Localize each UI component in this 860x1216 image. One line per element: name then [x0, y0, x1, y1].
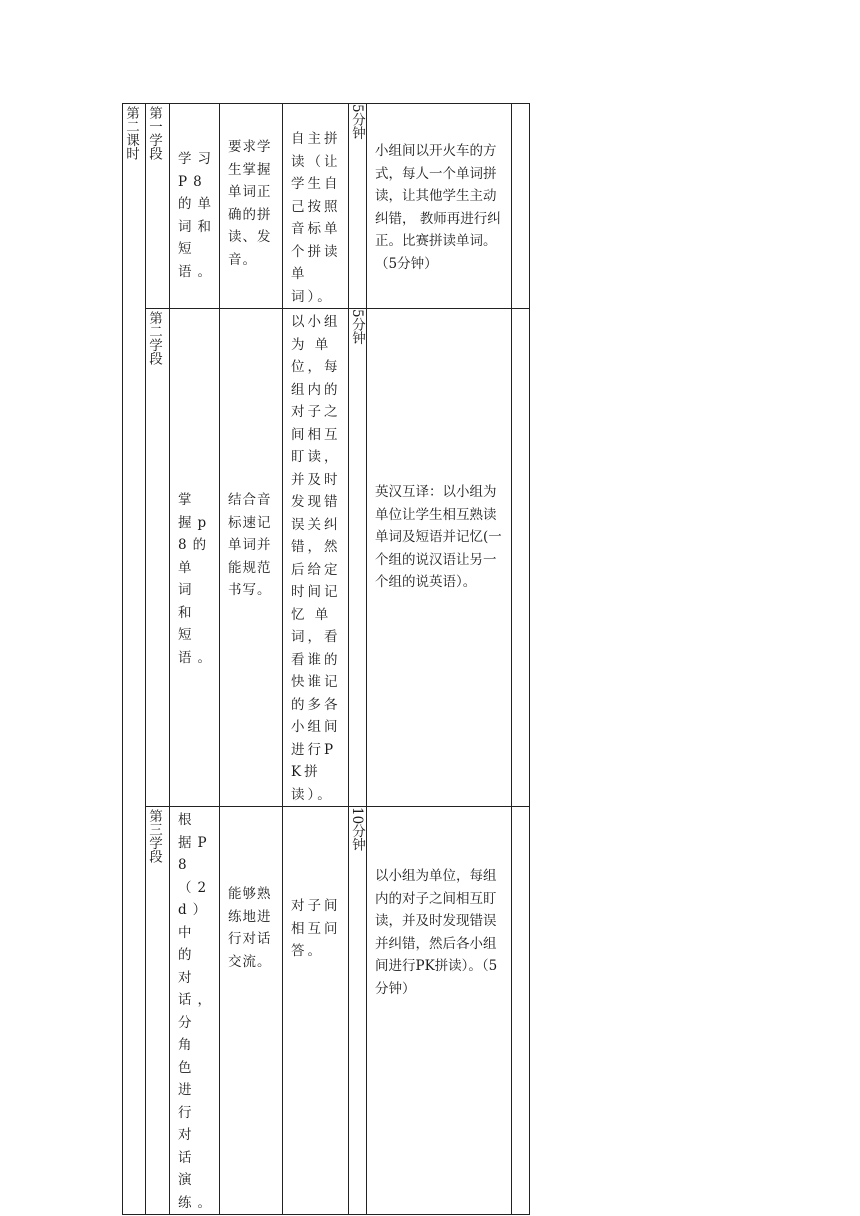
activity-cell — [367, 104, 512, 309]
content-cell — [170, 807, 220, 1215]
content-text: 掌握p8的单词和短语。 — [178, 492, 217, 666]
method-cell — [283, 104, 349, 309]
time-cell — [349, 309, 367, 807]
lesson-plan-table — [122, 103, 530, 1215]
method-cell — [283, 309, 349, 807]
stage-label: 第二学段 — [146, 311, 162, 365]
content-cell — [170, 104, 220, 309]
method-text: 自主拼读（让学生自己按照音标单个拼读单词）。 — [291, 131, 341, 305]
time-label: 5分钟 — [349, 309, 365, 345]
extra-cell — [512, 309, 530, 807]
extra-cell — [512, 807, 530, 1215]
table-row — [123, 309, 530, 807]
lesson-label: 第二课时 — [123, 106, 139, 160]
activity-cell — [367, 309, 512, 807]
content-cell — [170, 309, 220, 807]
time-label: 10分钟 — [349, 807, 365, 852]
goal-cell — [220, 309, 283, 807]
activity-cell — [367, 807, 512, 1215]
stage-cell — [146, 309, 170, 807]
table-row — [123, 807, 530, 1215]
stage-cell — [146, 807, 170, 1215]
goal-cell — [220, 104, 283, 309]
method-text: 对子间相互问答。 — [291, 898, 341, 959]
time-label: 5分钟 — [349, 104, 365, 140]
method-cell — [283, 807, 349, 1215]
stage-label: 第三学段 — [146, 809, 162, 863]
table-row — [123, 104, 530, 309]
content-text: 根据P8（2d）中的对话，分角色进行对话演练。 — [178, 812, 217, 1211]
method-text: 以小组为 单位，每组内的对子之间相互盯读，并及时发现错误关纠错，然后给定时间记忆 单词，看看谁的快谁记的多各小组间进行PK拼读）。 — [291, 314, 341, 803]
extra-cell — [512, 104, 530, 309]
content-text: 学习P8的单词和短语。 — [178, 151, 217, 280]
time-cell — [349, 104, 367, 309]
stage-cell — [146, 104, 170, 309]
goal-text: 要求学生掌握单词正确的拼读、发音。 — [228, 139, 272, 268]
lesson-label-cell — [123, 104, 146, 1215]
activity-text: 小组间以开火车的方式，每人一个单词拼读，让其他学生主动纠错， 教师再进行纠正。比赛拼读单词。（5分钟） — [375, 143, 501, 272]
activity-text: 英汉互译：以小组为单位让学生相互熟读单词及短语并记忆(一个组的说汉语让另一个组的说英语）。 — [375, 484, 502, 590]
stage-label: 第一学段 — [146, 106, 162, 160]
activity-text: 以小组为单位，每组内的对子之间相互盯读，并及时发现错误并纠错，然后各小组间进行PK拼读）。（5分钟） — [375, 868, 498, 997]
goal-cell — [220, 807, 283, 1215]
goal-text: 结合音标速记单词并能规范书写。 — [228, 492, 272, 598]
goal-text: 能够熟练地进行对话交流。 — [228, 886, 272, 970]
time-cell — [349, 807, 367, 1215]
